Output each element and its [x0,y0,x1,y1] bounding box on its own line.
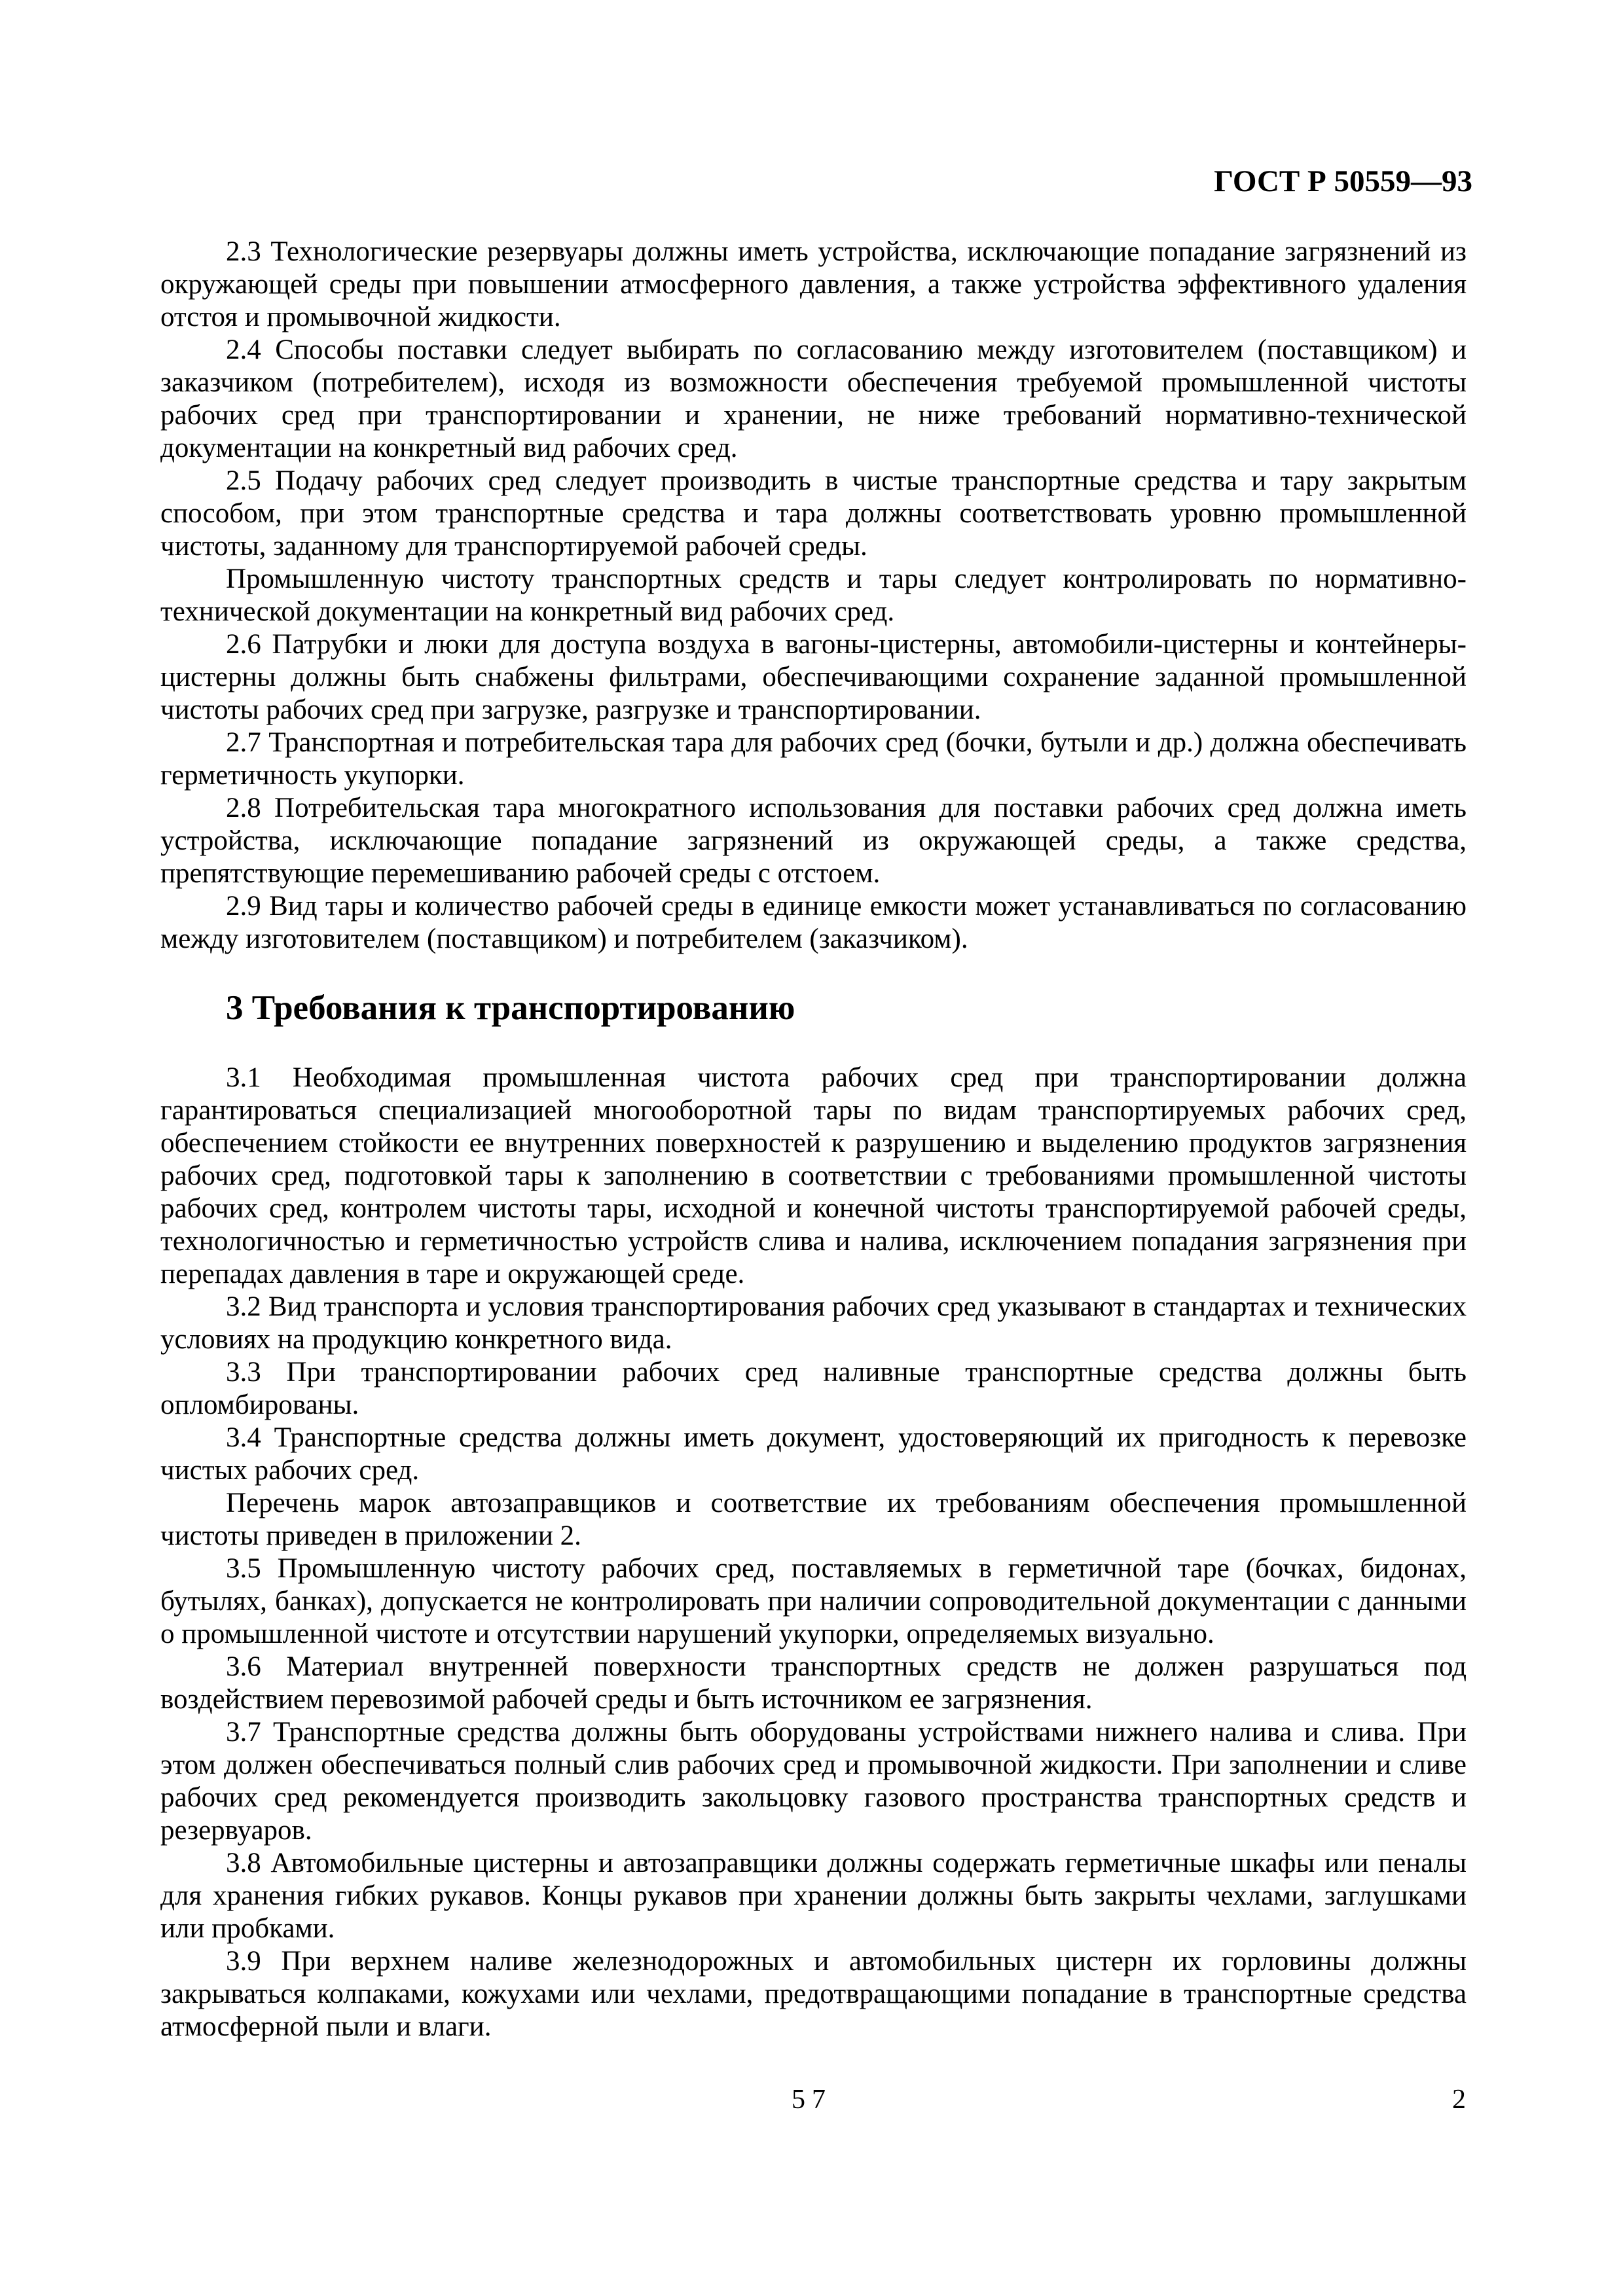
document-body [160,236,1467,2043]
paragraph-2-6: 2.6 Патрубки и люки для доступа воздуха в вагоны-цистерны, автомобили-цистерны и контейнеры-цистерны должны быть снабжены фильтрами, обеспечивающими сохранение заданной промышленной чистоты рабочих сред при загрузке, разгрузке и транспортировании. [160,629,1467,725]
paragraph-3-7: 3.7 Транспортные средства должны быть оборудованы устройствами нижнего налива и слива. При этом должен обеспечиваться полный слив рабочих сред и промывочной жидкости. При заполнении и сливе рабочих сред рекомендуется производить закольцовку газового пространства транспортных средств и резервуаров. [160,1717,1467,1846]
paragraph-2-3: 2.3 Технологические резервуары должны иметь устройства, исключающие попадание загрязнений из окружающей среды при повышении атмосферного давления, а также устройства эффективного удаления отстоя и промывочной жидкости. [160,236,1467,332]
paragraph-3-6: 3.6 Материал внутренней поверхности транспортных средств не должен разрушаться под воздействием перевозимой рабочей среды и быть источником ее загрязнения. [160,1651,1467,1715]
footer-code: 57 [792,2085,832,2115]
paragraph-3-3: 3.3 При транспортировании рабочих сред наливные транспортные средства должны быть опломбированы. [160,1357,1467,1420]
paragraph-3-9: 3.9 При верхнем наливе железнодорожных и автомобильных цистерн их горловины должны закрываться колпаками, кожухами или чехлами, предотвращающими попадание в транспортные средства атмосферной пыли и влаги. [160,1946,1467,2042]
paragraph-3-1: 3.1 Необходимая промышленная чистота рабочих сред при транспортировании должна гарантироваться специализацией многооборотной тары по видам транспортируемых рабочих сред, обеспечением стойкости ее внутренних поверхностей к разрушению и выделению продуктов загрязнения рабочих сред, подготовкой тары к заполнению в соответствии с требованиями промышленной чистоты рабочих сред, контролем чистоты тары, исходной и конечной чистоты транспортируемой рабочей среды, технологичностью и герметичностью устройств слива и налива, исключением попадания загрязнения при перепадах давления в таре и окружающей среде. [160,1062,1467,1289]
paragraph-3-2: 3.2 Вид транспорта и условия транспортирования рабочих сред указывают в стандартах и технических условиях на продукцию конкретного вида. [160,1291,1467,1355]
paragraph-3-4: 3.4 Транспортные средства должны иметь документ, удостоверяющий их пригодность к перевозке чистых рабочих сред. [160,1422,1467,1486]
page-number: 2 [1452,2085,1466,2115]
paragraph-2-8: 2.8 Потребительская тара многократного использования для поставки рабочих сред должна иметь устройства, исключающие попадание загрязнений из окружающей среды, а также средства, препятствующие перемешиванию рабочей среды с отстоем. [160,793,1467,889]
paragraph-2-7: 2.7 Транспортная и потребительская тара для рабочих сред (бочки, бутыли и др.) должна обеспечивать герметичность укупорки. [160,727,1467,791]
document-code-header: ГОСТ Р 50559—93 [1214,164,1472,198]
paragraph-3-8: 3.8 Автомобильные цистерны и автозаправщики должны содержать герметичные шкафы или пеналы для хранения гибких рукавов. Концы рукавов при хранении должны быть закрыты чехлами, заглушками или пробками. [160,1848,1467,1944]
paragraph-2-5: 2.5 Подачу рабочих сред следует производить в чистые транспортные средства и тару закрытым способом, при этом транспортные средства и тара должны соответствовать уровню промышленной чистоты, заданному для транспортируемой рабочей среды. [160,465,1467,562]
paragraph-2-4: 2.4 Способы поставки следует выбирать по согласованию между изготовителем (поставщиком) и заказчиком (потребителем), исходя из возможности обеспечения требуемой промышленной чистоты рабочих сред при транспортировании и хранении, не ниже требований нормативно-технической документации на конкретный вид рабочих сред. [160,334,1467,463]
paragraph-3-4-list: Перечень марок автозаправщиков и соответствие их требованиям обеспечения промышленной чистоты приведен в приложении 2. [160,1488,1467,1551]
paragraph-3-5: 3.5 Промышленную чистоту рабочих сред, поставляемых в герметичной таре (бочках, бидонах, бутылях, банках), допускается не контролировать при наличии сопроводительной документации с данными о промышленной чистоте и отсутствии нарушений укупорки, определяемых визуально. [160,1553,1467,1649]
paragraph-2-9: 2.9 Вид тары и количество рабочей среды в единице емкости может устанавливаться по согласованию между изготовителем (поставщиком) и потребителем (заказчиком). [160,891,1467,954]
section-3-heading: 3 Требования к транспортированию [226,989,795,1027]
paragraph-2-5-cleanliness: Промышленную чистоту транспортных средств и тары следует контролировать по нормативно-технической документации на конкретный вид рабочих сред. [160,564,1467,627]
